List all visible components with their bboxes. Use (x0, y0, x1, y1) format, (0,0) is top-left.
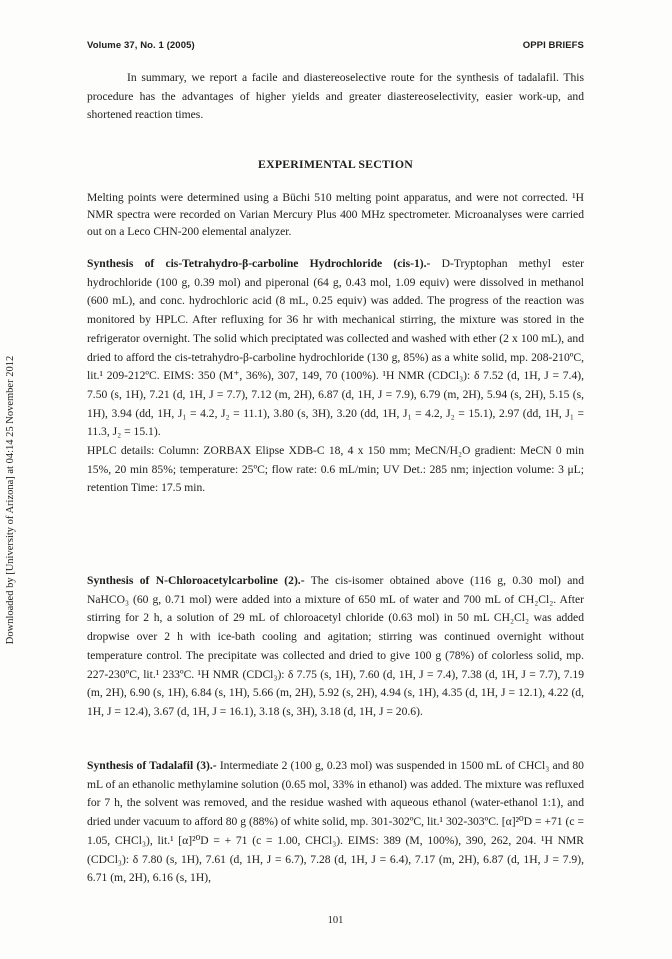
synthesis-1-paragraph (87, 255, 584, 498)
synthesis-1-heading: Synthesis of cis-Tetrahydro-β-carboline Hydrochloride (cis-1).- (87, 257, 431, 270)
synthesis-1-text: D-Tryptophan methyl ester hydrochloride (100 g, 0.39 mol) and piperonal (64 g, 0.43 mol, 1.09 equiv) were dissolved in methanol (600 mL), and conc. hydrochloric acid (8 mL, 0.25 equiv) was added. The progress of the reaction was monitored by HPLC. After refluxing for 36 hr with mechanical stirring, the mixture was stored in the refrigerator overnight. The solid which preciptated was collected and washed with ether (2 x 100 mL), and dried to afford the cis-tetrahydro-β-carboline hydrochloride (130 g, 85%) as a white solid, mp. 208-210ºC, lit.¹ 209-212ºC. EIMS: 350 (M⁺, 36%), 307, 149, 70 (100%). ¹H NMR (CDCl₃): δ 7.52 (d, 1H, J = 7.4), 7.50 (s, 1H), 7.21 (d, 1H, J = 7.7), 7.12 (m, 2H), 6.87 (d, 1H, J = 7.9), 6.79 (m, 2H), 5.94 (s, 2H), 5.15 (s, 1H), 3.94 (dd, 1H, J₁ = 4.2, J₂ = 11.1), 3.80 (s, 3H), 3.20 (dd, 1H, J₁ = 4.2, J₂ = 15.1), 2.97 (dd, 1H, J₁ = 11.3, J₂ = 15.1). (87, 257, 584, 439)
journal-section: OPPI BRIEFS (522, 40, 584, 51)
synthesis-2-heading: Synthesis of N-Chloroacetylcarboline (2).- (87, 574, 305, 587)
synthesis-3-heading: Synthesis of Tadalafil (3).- (87, 759, 217, 772)
section-title: EXPERIMENTAL SECTION (258, 157, 413, 171)
running-header (87, 40, 584, 54)
synthesis-3-text: Intermediate 2 (100 g, 0.23 mol) was suspended in 1500 mL of CHCl₃ and 80 mL of an ethanolic methylamine solution (0.65 mol, 33% in ethanol) was added. The mixture was refluxed for 7 h, the solvent was removed, and the residue washed with aqueous ethanol (water-ethanol 1:1), and dried under vacuum to afford 80 g (88%) of white solid, mp. 301-302ºC, lit.¹ 302-303ºC. [α]²⁰D = +71 (c = 1.05, CHCl₃), lit.¹ [α]²⁰D = + 71 (c = 1.00, CHCl₃). EIMS: 389 (M, 100%), 390, 262, 204. ¹H NMR (CDCl₃): δ 7.80 (s, 1H), 7.61 (d, 1H, J = 6.7), 7.28 (d, 1H, J = 6.4), 7.17 (m, 2H), 6.87 (d, 1H, J = 7.9), 6.71 (m, 2H), 6.16 (s, 1H), (87, 759, 584, 885)
download-watermark: Downloaded by [University of Arizona] at 04:14 25 November 2012 (5, 355, 16, 645)
page-number: 101 (327, 915, 344, 926)
general-methods-paragraph: Melting points were determined using a Büchi 510 melting point apparatus, and were not corrected. ¹H NMR spectra were recorded on Varian Mercury Plus 400 MHz spectrometer. Microanalyses were carried out on a Leco CHN-200 elemental analyzer. (87, 191, 584, 239)
journal-volume: Volume 37, No. 1 (2005) (87, 40, 195, 51)
summary-paragraph: In summary, we report a facile and diastereoselective route for the synthesis of tadalafil. This procedure has the advantages of higher yields and greater diastereoselectivity, easier work-up, and shortened reaction times. (87, 71, 584, 122)
synthesis-2-paragraph (87, 572, 584, 722)
synthesis-3-paragraph (87, 757, 584, 888)
hplc-details: HPLC details: Column: ZORBAX Elipse XDB-C 18, 4 x 150 mm; MeCN/H₂O gradient: MeCN 0 min 15%, 20 min 85%; temperature: 25ºC; flow rate: 0.6 mL/min; UV Det.: 285 nm; injection volume: 3 μL; retention Time: 17.5 min. (87, 444, 584, 495)
synthesis-2-text: The cis-isomer obtained above (116 g, 0.30 mol) and NaHCO₃ (60 g, 0.71 mol) were added into a mixture of 650 mL of water and 700 mL of CH₂Cl₂. After stirring for 2 h, a solution of 29 mL of chloroacetyl chloride (0.63 mol) in 50 mL CH₂Cl₂ was added dropwise over 2 h with ice-bath cooling and agitation; stirring was continued overnight without temperature control. The precipitate was collected and dried to give 100 g (78%) of colorless solid, mp. 227-230ºC, lit.¹ 233ºC. ¹H NMR (CDCl₃): δ 7.75 (s, 1H), 7.60 (d, 1H, J = 7.4), 7.38 (d, 1H, J = 7.7), 7.19 (m, 2H), 6.90 (s, 1H), 6.84 (s, 1H), 5.66 (m, 2H), 5.92 (s, 2H), 4.94 (s, 1H), 4.35 (d, 1H, J = 12.1), 4.22 (d, 1H, J = 12.4), 3.67 (d, 1H, J = 16.1), 3.18 (s, 3H), 3.18 (d, 1H, J = 20.6). (87, 574, 584, 718)
